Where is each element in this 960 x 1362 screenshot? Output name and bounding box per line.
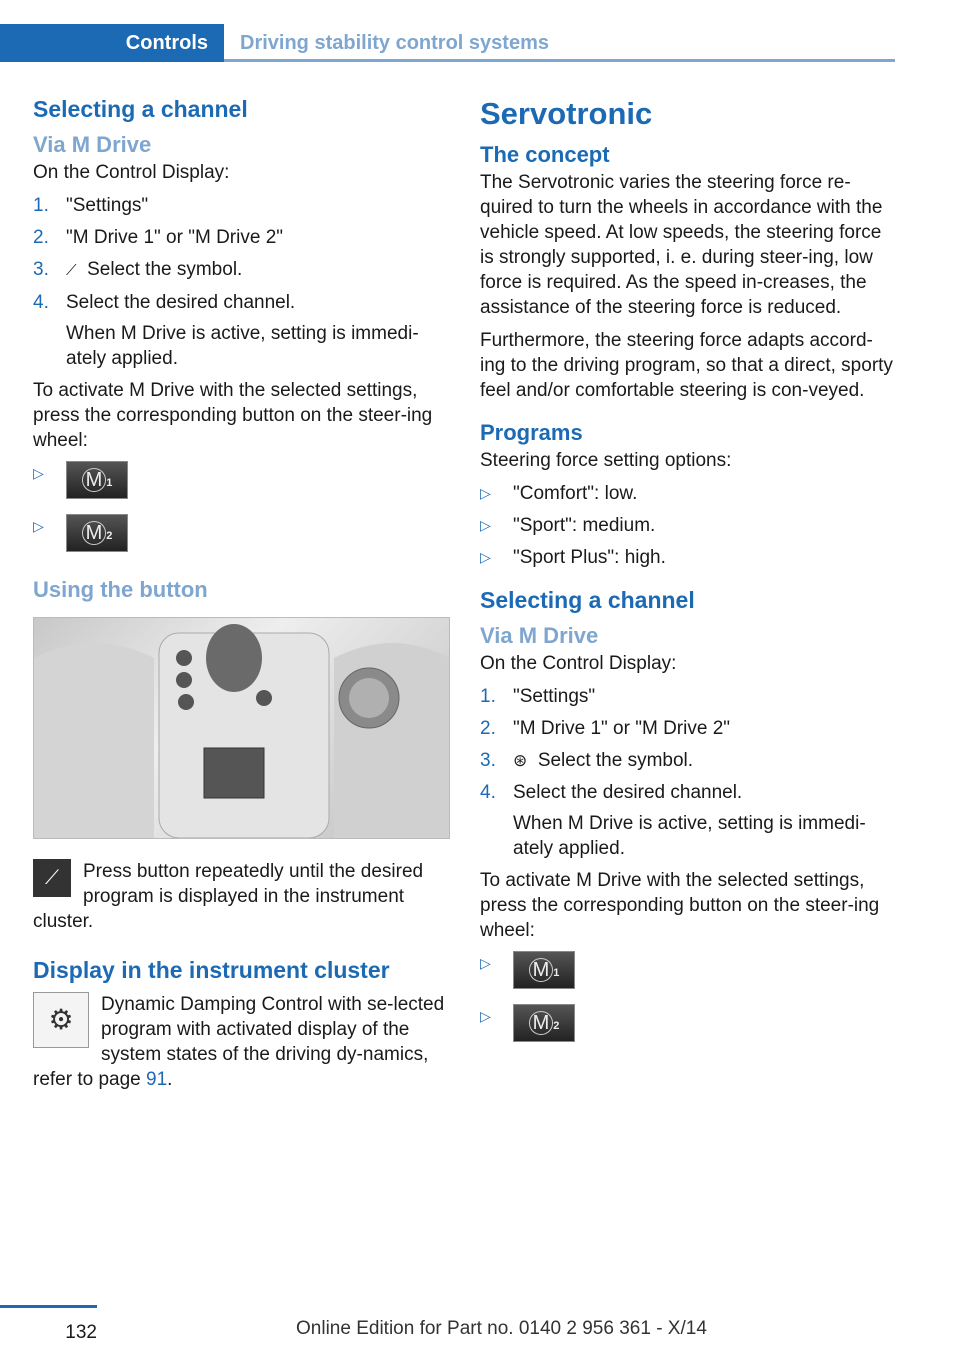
display-text: Dynamic Damping Control with se-lected program with activated display of the system states of the driving dy-namics, refer to page 91. xyxy=(33,994,445,1090)
step-number: 4. xyxy=(33,292,49,313)
step-text: Select the desired channel. xyxy=(66,292,296,313)
activate-text: To activate M Drive with the selected settings, press the corresponding button on the steer-ing wheel: xyxy=(33,380,433,451)
triangle-bullet-icon: ▷ xyxy=(480,485,491,501)
header-rule xyxy=(224,59,895,62)
list-item xyxy=(480,780,895,861)
on-control-display: On the Control Display: xyxy=(33,162,230,183)
heading-selecting-channel: Selecting a channel xyxy=(33,96,248,122)
press-button-text: Press button repeatedly until the desired program is displayed in the instrument cluster. xyxy=(33,861,424,932)
list-item xyxy=(33,290,448,371)
step-text: "Settings" xyxy=(66,195,149,216)
step-number: 4. xyxy=(480,782,496,803)
step-number: 2. xyxy=(33,227,49,248)
triangle-bullet-icon: ▷ xyxy=(33,465,44,481)
heading-servotronic: Servotronic xyxy=(480,96,653,131)
page-reference-link[interactable]: 91 xyxy=(146,1069,168,1090)
center-console-photo xyxy=(33,617,450,839)
steps-list xyxy=(33,193,448,371)
left-column xyxy=(33,95,448,1100)
heading-display-instrument-cluster: Display in the instrument cluster xyxy=(33,957,390,983)
step-text: "M Drive 1" or "M Drive 2" xyxy=(513,718,731,739)
heading-the-concept: The concept xyxy=(480,142,610,167)
m2-button-icon: M 2 xyxy=(66,514,128,552)
shock-absorber-icon: ⚙ xyxy=(33,992,89,1048)
heading-programs: Programs xyxy=(480,420,583,445)
concept-paragraph-2: Furthermore, the steering force adapts accord-ing to the driving program, so that a direct, sporty feel and/or comfortable steering is con-veyed. xyxy=(480,330,893,401)
step-number: 3. xyxy=(33,259,49,280)
step-sub-text: When M Drive is active, setting is immedi-ately applied. xyxy=(513,813,866,859)
on-control-display: On the Control Display: xyxy=(480,653,677,674)
dynamic-damping-button-icon: ⟋ xyxy=(33,859,71,897)
programs-list xyxy=(480,481,895,570)
step-number: 1. xyxy=(480,686,496,707)
list-item xyxy=(33,257,448,283)
button-list xyxy=(480,951,895,1050)
step-text: "M Drive 1" or "M Drive 2" xyxy=(66,227,284,248)
button-list xyxy=(33,461,448,560)
list-item xyxy=(33,514,448,560)
list-item xyxy=(480,951,895,997)
list-item: ▷ "Sport": medium. xyxy=(480,515,656,536)
steering-wheel-icon: ⊛ xyxy=(513,751,528,770)
shock-absorber-icon: ⟋ xyxy=(66,262,77,279)
concept-paragraph-1: The Servotronic varies the steering force re-quired to turn the wheels in accordance with the vehicle speed. At low speeds, the steering force is strongly supported, i. e. during steer-ing, low force is required. As the speed in-creases, the assistance of the steering force is reduced. xyxy=(480,172,883,318)
page-number: 132 xyxy=(0,1305,97,1344)
m2-button-icon: M 2 xyxy=(513,1004,575,1042)
step-text: Select the symbol. xyxy=(87,259,243,280)
triangle-bullet-icon: ▷ xyxy=(480,955,491,971)
list-item: ▷ "Sport Plus": high. xyxy=(480,547,666,568)
programs-intro: Steering force setting options: xyxy=(480,450,732,471)
heading-selecting-channel: Selecting a channel xyxy=(480,587,695,613)
step-number: 2. xyxy=(480,718,496,739)
step-text: Select the desired channel. xyxy=(513,782,743,803)
steps-list xyxy=(480,684,895,861)
heading-via-m-drive: Via M Drive xyxy=(33,132,152,157)
m1-button-icon: M 1 xyxy=(66,461,128,499)
list-item xyxy=(33,193,448,218)
activate-text: To activate M Drive with the selected settings, press the corresponding button on the steer-ing wheel: xyxy=(480,870,880,941)
heading-via-m-drive: Via M Drive xyxy=(480,623,599,648)
triangle-bullet-icon: ▷ xyxy=(480,549,491,565)
list-item xyxy=(480,716,895,741)
list-item: ▷ "Comfort": low. xyxy=(480,483,638,504)
step-number: 3. xyxy=(480,750,496,771)
right-column xyxy=(480,95,895,1057)
list-item xyxy=(480,748,895,773)
list-item xyxy=(33,461,448,507)
footer-edition: Online Edition for Part no. 0140 2 956 361 - X/14 xyxy=(296,1318,707,1339)
page-header xyxy=(0,24,895,62)
triangle-bullet-icon: ▷ xyxy=(480,1008,491,1024)
header-section-title[interactable]: Driving stability control systems xyxy=(240,32,549,54)
m1-button-icon: M 1 xyxy=(513,951,575,989)
triangle-bullet-icon: ▷ xyxy=(480,517,491,533)
list-item xyxy=(480,684,895,709)
triangle-bullet-icon: ▷ xyxy=(33,518,44,534)
list-item xyxy=(480,1004,895,1050)
step-number: 1. xyxy=(33,195,49,216)
step-text: Select the symbol. xyxy=(537,750,694,771)
heading-using-button: Using the button xyxy=(33,577,208,602)
step-text: "Settings" xyxy=(513,686,596,707)
step-sub-text: When M Drive is active, setting is immedi-ately applied. xyxy=(66,323,419,369)
list-item xyxy=(33,225,448,250)
header-tab-controls[interactable]: Controls xyxy=(0,24,224,62)
